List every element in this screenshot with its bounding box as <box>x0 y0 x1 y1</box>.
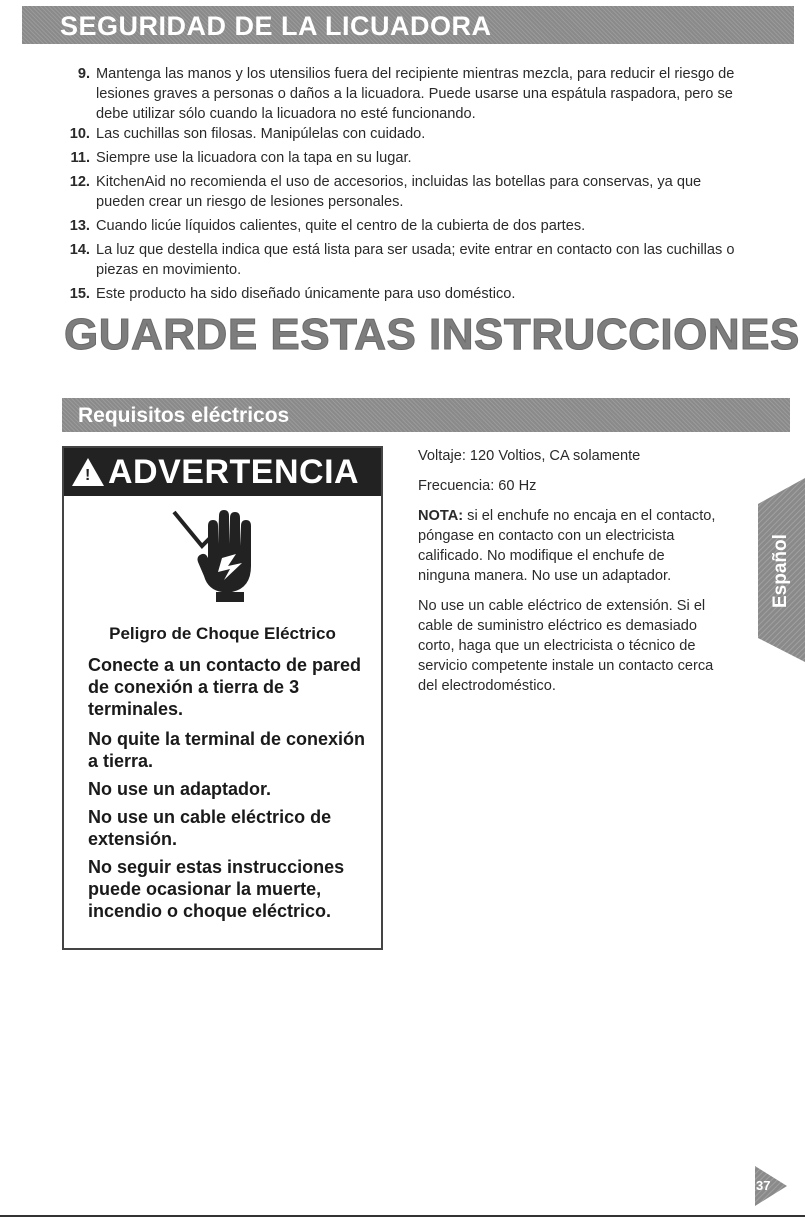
section-title: Requisitos eléctricos <box>78 404 290 427</box>
item-number: 10. <box>69 126 90 142</box>
language-tab <box>758 478 805 662</box>
warning-header <box>64 448 381 496</box>
bottom-rule <box>0 1215 805 1217</box>
language-tab-label: Español <box>770 534 791 608</box>
item-text: Cuando licúe líquidos calientes, quite el centro de la cubierta de dos partes. <box>96 218 586 234</box>
item-number: 13. <box>69 218 90 234</box>
note-paragraph <box>418 506 718 586</box>
note-label: NOTA: <box>418 508 464 524</box>
warning-line: Conecte a un contacto de pared de conexión a tierra de 3 terminales. <box>88 655 362 719</box>
warning-line: No seguir estas instrucciones puede ocasionar la muerte, incendio o choque eléctrico. <box>88 857 345 921</box>
item-number: 14. <box>69 242 90 258</box>
list-item <box>58 216 748 236</box>
save-instructions-heading: GUARDE ESTAS INSTRUCCIONES <box>64 310 800 359</box>
item-text: La luz que destella indica que está lista para ser usada; evite entrar en contacto con las cuchillas o piezas en movimiento. <box>96 242 735 278</box>
warning-line: No use un adaptador. <box>88 779 272 799</box>
electrical-specs <box>418 446 718 706</box>
item-text: KitchenAid no recomienda el uso de accesorios, incluidas las botellas para conservas, ya que pueden crear un riesgo de lesiones personales. <box>96 174 702 210</box>
warning-box <box>62 446 383 950</box>
list-item <box>58 124 748 144</box>
safety-list <box>58 64 748 308</box>
item-text: Las cuchillas son filosas. Manipúlelas con cuidado. <box>96 126 426 142</box>
page-title: SEGURIDAD DE LA LICUADORA <box>60 11 492 41</box>
item-number: 11. <box>70 150 90 166</box>
warning-text-panel <box>64 610 381 948</box>
list-item <box>58 240 748 280</box>
warning-label: ADVERTENCIA <box>108 453 360 491</box>
warning-line: No quite la terminal de conexión a tierra. <box>88 729 366 771</box>
list-item <box>58 284 748 304</box>
item-text: Este producto ha sido diseñado únicamente para uso doméstico. <box>96 286 516 302</box>
warning-line: No use un cable eléctrico de extensión. <box>88 807 332 849</box>
item-number: 9. <box>77 66 90 82</box>
list-item <box>58 64 748 124</box>
page-number-badge <box>751 1166 789 1206</box>
warning-graphic <box>64 496 381 610</box>
page-number: 37 <box>756 1178 771 1193</box>
item-number: 12. <box>69 174 90 190</box>
section-bar <box>62 398 790 432</box>
warning-heading: Peligro de Choque Eléctrico <box>109 624 336 643</box>
list-item <box>58 172 748 212</box>
section-header <box>22 6 794 44</box>
list-item <box>58 148 748 168</box>
item-text: Mantenga las manos y los utensilios fuera del recipiente mientras mezcla, para reducir el riesgo de lesiones graves a personas o daños a la licuadora. Puede usarse una espátula raspadora, pero se debe utilizar sólo cuando la licuadora no esté funcionando. <box>96 66 735 122</box>
voltage-text: Voltaje: 120 Voltios, CA solamente <box>418 448 641 464</box>
note-text: si el enchufe no encaja en el contacto, póngase en contacto con un electricista calificado. No modifique el enchufe de ninguna manera. No use un adaptador. <box>418 508 716 584</box>
frequency-text: Frecuencia: 60 Hz <box>418 478 537 494</box>
extension-text: No use un cable eléctrico de extensión. Si el cable de suministro eléctrico es demasiado corto, haga que un electricista o técnico de servicio competente instale un contacto cerca del electrodoméstico. <box>418 598 714 694</box>
electric-shock-hand-icon <box>172 506 272 602</box>
item-text: Siempre use la licuadora con la tapa en su lugar. <box>96 150 412 166</box>
item-number: 15. <box>69 286 90 302</box>
warning-triangle-icon <box>72 458 104 486</box>
warning-symbol: ! <box>85 467 91 484</box>
